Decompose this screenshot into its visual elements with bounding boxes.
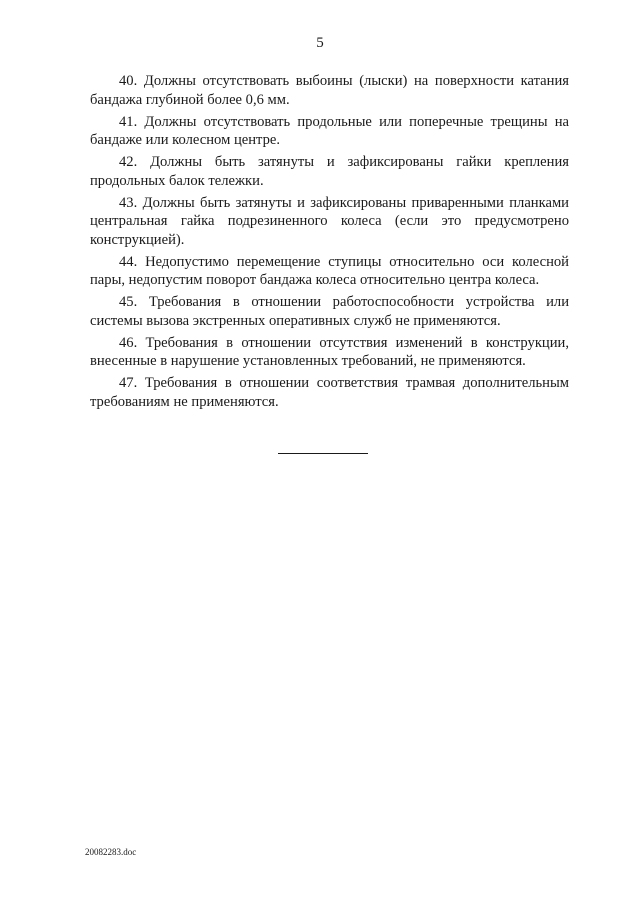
footer-filename: 20082283.doc (85, 847, 137, 857)
paragraph-46: 46. Требования в отношении отсутствия изменений в конструкции, внесенные в нарушение установленных требований, не применяются. (90, 334, 569, 369)
page-number: 5 (316, 35, 324, 51)
paragraph-41: 41. Должны отсутствовать продольные или поперечные трещины на бандаже или колесном центре. (90, 113, 569, 148)
paragraph-44: 44. Недопустимо перемещение ступицы относительно оси колесной пары, недопустим поворот бандажа колеса относительно центра колеса. (90, 253, 569, 288)
paragraph-43: 43. Должны быть затянуты и зафиксированы приваренными планками центральная гайка подрезиненного колеса (если это предусмотрено конструкцией). (90, 194, 569, 248)
end-separator-line (278, 453, 368, 454)
document-body (90, 72, 569, 415)
paragraph-47: 47. Требования в отношении соответствия трамвая дополнительным требованиям не применяются. (90, 375, 569, 410)
paragraph-42: 42. Должны быть затянуты и зафиксированы гайки крепления продольных балок тележки. (90, 154, 569, 189)
paragraph-45: 45. Требования в отношении работоспособности устройства или системы вызова экстренных оперативных служб не применяются. (90, 294, 569, 329)
paragraph-40: 40. Должны отсутствовать выбоины (лыски) на поверхности катания бандажа глубиной более 0,6 мм. (90, 73, 569, 108)
